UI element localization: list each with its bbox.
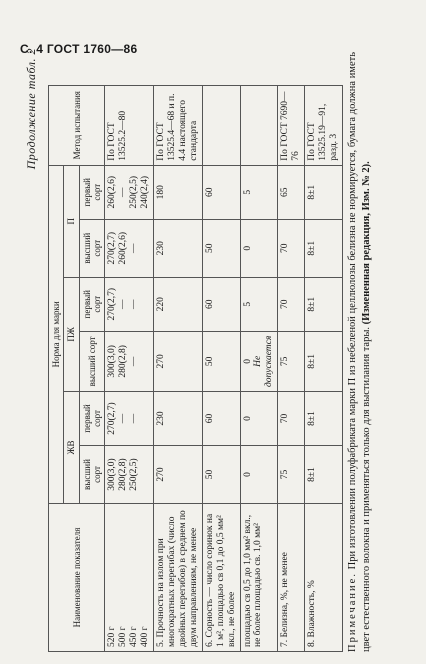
cell-zhv-f: 70 [278, 392, 305, 446]
cell-p-h: 50 [202, 219, 240, 277]
header-method: Метод испытания [49, 85, 105, 165]
specification-table [48, 85, 343, 652]
cell-pzh-h: 50 [202, 331, 240, 391]
header-first-p: первый сорт [79, 165, 105, 219]
cell-p-h: 270(2,7) 260(2,6) — [105, 219, 154, 277]
page-header: С. 4 ГОСТ 1760—86 [20, 42, 138, 56]
cell-method [202, 85, 240, 165]
cell-zhv-f: 8±1 [305, 392, 343, 446]
cell-zhv-f: 230 [154, 392, 203, 446]
cell-method: По ГОСТ 7690—76 [278, 85, 305, 165]
header-grade-zhv: ЖВ [64, 392, 79, 504]
cell-zhv-h: 270 [154, 446, 203, 504]
header-first-pzh: первый сорт [79, 277, 105, 331]
cell-zhv-h: 8±1 [305, 446, 343, 504]
cell-pzh-f: 8±1 [305, 277, 343, 331]
table-body [105, 85, 343, 651]
cell-method: По ГОСТ 13525.4—68 и п. 4.4 настоящего стандарта [154, 85, 203, 165]
cell-p-h: 70 [278, 219, 305, 277]
cell-zhv-h: 50 [202, 446, 240, 504]
header-norm: Норма для марки [49, 165, 64, 503]
table-row [305, 85, 343, 651]
cell-name: 7. Белизна, %, не менее [278, 504, 305, 652]
table-row [240, 85, 278, 651]
cell-pzh-f: 270(2,7) — — [105, 277, 154, 331]
cell-zhv-f: 60 [202, 392, 240, 446]
cell-method: По ГОСТ 13525.2—80 [105, 85, 154, 165]
rotated-page-content [24, 40, 404, 660]
cell-name: площадью св 0,5 до 1,0 мм² вкл., не более площадью св. 1,0 мм² [240, 504, 278, 652]
table-continuation-label: Продолжение табл. 2 [24, 48, 38, 170]
cell-pzh-h: 270 [154, 331, 203, 391]
cell-zhv-f: 0 [240, 392, 278, 446]
cell-p-f: 180 [154, 165, 203, 219]
cell-method: По ГОСТ 13525.19—91, разд. 3 [305, 85, 343, 165]
cell-pzh-note: Не допускается [253, 335, 275, 387]
header-indicator: Наименование показателя [49, 504, 105, 652]
cell-zhv-f: 270(2,7) — — [105, 392, 154, 446]
cell-pzh-h: 300(3,0) 280(2,8) — [105, 331, 154, 391]
cell-method [240, 85, 278, 165]
cell-pzh-h: 0 Не допускается [240, 331, 278, 391]
cell-p-f: 65 [278, 165, 305, 219]
cell-zhv-h: 75 [278, 446, 305, 504]
header-grade-p: П [64, 165, 79, 277]
cell-pzh-h: 8±1 [305, 331, 343, 391]
cell-p-f: 5 [240, 165, 278, 219]
cell-p-h: 0 [240, 219, 278, 277]
table-row [105, 85, 154, 651]
cell-p-h: 8±1 [305, 219, 343, 277]
cell-zhv-h: 300(3,0) 280(2,8) 250(2,5) [105, 446, 154, 504]
cell-name: 6. Сорность — число соринок на 1 м², площадью св 0,1 до 0,5 мм² вкл., не более [202, 504, 240, 652]
cell-p-f: 8±1 [305, 165, 343, 219]
cell-p-h: 230 [154, 219, 203, 277]
note-lead: Примечание. [347, 572, 358, 652]
cell-p-f: 60 [202, 165, 240, 219]
cell-pzh-f: 5 [240, 277, 278, 331]
cell-pzh-f: 60 [202, 277, 240, 331]
cell-name: 8. Влажность, % [305, 504, 343, 652]
cell-name: 520 г 500 г 450 г 400 г [105, 504, 154, 652]
table-row [154, 85, 203, 651]
header-highest-p: высший сорт [79, 219, 105, 277]
table-row [202, 85, 240, 651]
cell-name: 5. Прочность на излом при многократных перегибах (число двойных перегибов) в среднем по двум направлениям, не менее [154, 504, 203, 652]
header-highest-pzh: высший сорт [79, 331, 105, 391]
cell-zhv-h: 0 [240, 446, 278, 504]
cell-p-f: 260(2,6) — 250(2,5) 240(2,4) [105, 165, 154, 219]
header-highest-zhv: высший сорт [79, 446, 105, 504]
header-first-zhv: первый сорт [79, 392, 105, 446]
table-row [278, 85, 305, 651]
table-note [346, 52, 374, 652]
cell-pzh-f: 220 [154, 277, 203, 331]
note-edition: (Измененная редакция, Изм. № 2). [361, 161, 373, 325]
cell-pzh-f: 70 [278, 277, 305, 331]
note-text: При изготовлении полуфабриката марки П из небеленой целлюлозы белизна не нормируется, бумага должна иметь цвет естественного волокна и применяться только для выстилания тары. [347, 52, 373, 652]
header-grade-pzh: ПЖ [64, 277, 79, 391]
cell-pzh-h: 75 [278, 331, 305, 391]
